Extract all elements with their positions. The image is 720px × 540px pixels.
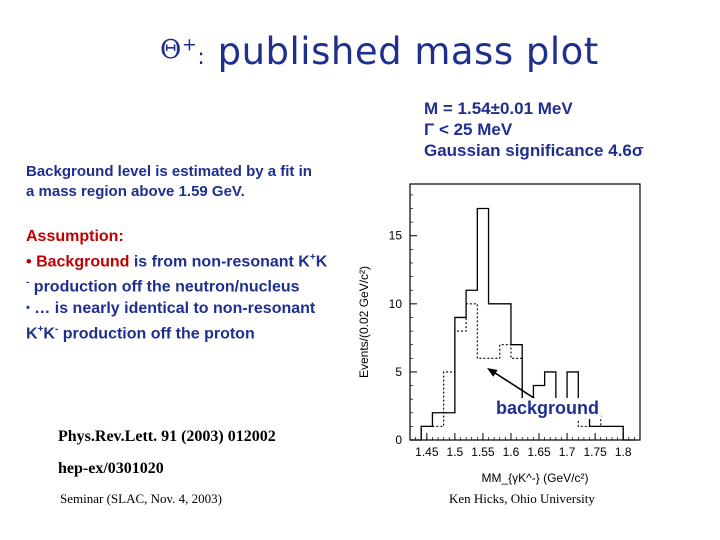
bullet-2-continuation: production off the proton [58,324,255,342]
assumption-bullet-1: • Background is from non-resonant K+K [26,252,328,271]
y-tick-label: 10 [388,296,402,311]
footer-seminar: Seminar (SLAC, Nov. 4, 2003) [60,491,223,506]
title-text: published mass plot [205,30,599,73]
assumption-bullet-1-cont [26,272,366,297]
background-word: Background [36,253,130,271]
k1-letter: K [26,324,38,342]
assumption-bullet-2: • … is nearly identical to non-resonant [26,299,316,317]
bullet-1-text: is from non-resonant K [129,253,310,271]
x-tick-label: 1.75 [583,445,607,459]
k-letter: K [315,253,328,271]
page-title [160,30,599,73]
bullet-1-continuation: production off the neutron/nucleus [29,278,300,296]
k-plus-sup: + [309,252,316,263]
footer-author: Ken Hicks, Ohio University [449,491,595,506]
note-line-1: Background level is estimated by a fit in [26,163,312,180]
y-axis-label: Events/(0.02 GeV/c²) [357,265,371,379]
y-tick-label: 0 [395,433,402,447]
k2-sup: - [54,323,59,335]
width-value: Γ < 25 MeV [424,120,513,139]
background-note [26,162,386,202]
x-tick-label: 1.7 [558,445,576,459]
bullet-2-text: … is nearly identical to non-resonant [29,299,316,317]
assumption-heading: Assumption: [26,228,124,245]
theta-symbol: Θ [160,35,182,65]
k-minus-sup: - [26,277,30,289]
y-tick-label: 5 [395,364,402,379]
assumption-bullet-2-cont [26,319,366,344]
fit-parameters [424,98,644,161]
background-arrow [492,371,537,400]
k2-letter: K [43,324,55,342]
x-tick-label: 1.5 [446,445,464,459]
assumption-block [26,226,366,344]
title-colon: : [197,45,206,70]
note-line-2: a mass region above 1.59 GeV. [26,183,245,200]
title-superscript: + [181,34,198,56]
y-tick-label: 15 [388,228,402,243]
x-tick-label: 1.45 [415,445,439,459]
mass-value: M = 1.54±0.01 MeV [424,99,573,118]
mass-histogram [350,170,660,490]
k1-sup: + [37,323,44,335]
background-arrow-head [487,368,498,377]
x-tick-label: 1.55 [471,445,495,459]
significance-value: Gaussian significance 4.6σ [424,141,644,160]
x-tick-label: 1.65 [527,445,551,459]
x-tick-label: 1.6 [502,445,520,459]
x-tick-label: 1.8 [614,445,632,459]
reference-prl: Phys.Rev.Lett. 91 (2003) 012002 [58,428,276,445]
background-annotation: background [496,398,600,418]
reference-arxiv: hep-ex/0301020 [58,460,164,477]
x-axis-label: MM_{γK^-} (GeV/c²) [481,471,589,485]
